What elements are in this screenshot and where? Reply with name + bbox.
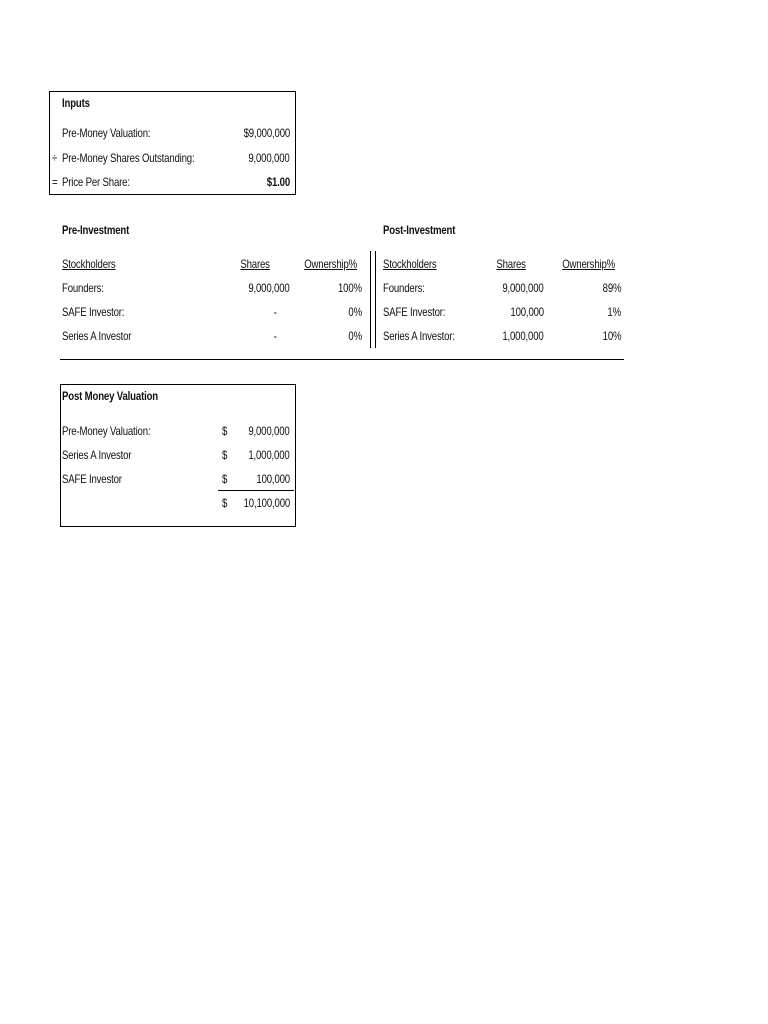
pre-row-shares: 9,000,000 (248, 281, 290, 295)
inputs-row-label: Pre-Money Valuation: (62, 126, 151, 140)
post-header-shares: Shares (496, 257, 526, 271)
pmv-row-currency: $ (222, 448, 228, 462)
post-row-label: Founders: (383, 281, 425, 295)
pmv-row-currency: $ (222, 424, 228, 438)
post-header-stockholders: Stockholders (383, 257, 437, 271)
pre-header-ownership: Ownership% (304, 257, 357, 271)
inputs-title: Inputs (62, 96, 90, 110)
post-header-ownership: Ownership% (562, 257, 615, 271)
post-row-ownership: 10% (602, 329, 621, 343)
inputs-row-value: $1.00 (266, 175, 290, 189)
post-money-valuation-title: Post Money Valuation (62, 389, 159, 403)
table-divider (370, 251, 371, 348)
pmv-row-label: Series A Investor (62, 448, 132, 462)
pmv-total-rule (218, 490, 294, 491)
pre-row-label: SAFE Investor: (62, 305, 125, 319)
pre-header-stockholders: Stockholders (62, 257, 116, 271)
pre-row-ownership: 0% (348, 305, 362, 319)
pmv-total-currency: $ (222, 496, 228, 510)
pmv-row-value: 100,000 (256, 472, 290, 486)
pmv-row-label: Pre-Money Valuation: (62, 424, 151, 438)
inputs-row-value: $9,000,000 (243, 126, 290, 140)
pmv-row-currency: $ (222, 472, 228, 486)
pre-row-label: Founders: (62, 281, 104, 295)
pre-investment-title: Pre-Investment (62, 223, 130, 237)
pre-row-shares: - (273, 305, 277, 319)
table-divider (375, 251, 376, 348)
post-investment-title: Post-Investment (383, 223, 456, 237)
pre-row-ownership: 0% (348, 329, 362, 343)
post-row-shares: 100,000 (510, 305, 544, 319)
pmv-row-value: 9,000,000 (248, 424, 290, 438)
post-row-shares: 1,000,000 (502, 329, 544, 343)
inputs-row-label: Price Per Share: (62, 175, 130, 189)
pre-row-ownership: 100% (338, 281, 362, 295)
inputs-row-label: Pre-Money Shares Outstanding: (62, 151, 195, 165)
pmv-row-label: SAFE Investor (62, 472, 122, 486)
pre-row-shares: - (273, 329, 277, 343)
post-row-label: Series A Investor: (383, 329, 455, 343)
pre-row-label: Series A Investor (62, 329, 132, 343)
pmv-row-value: 1,000,000 (248, 448, 290, 462)
table-bottom-rule (60, 359, 624, 360)
inputs-row-prefix: = (52, 175, 58, 189)
post-row-ownership: 1% (607, 305, 621, 319)
post-row-ownership: 89% (602, 281, 621, 295)
inputs-row-prefix: ÷ (52, 151, 58, 165)
post-row-shares: 9,000,000 (502, 281, 544, 295)
pmv-total-value: 10,100,000 (243, 496, 290, 510)
inputs-row-value: 9,000,000 (248, 151, 290, 165)
post-row-label: SAFE Investor: (383, 305, 446, 319)
pre-header-shares: Shares (240, 257, 270, 271)
